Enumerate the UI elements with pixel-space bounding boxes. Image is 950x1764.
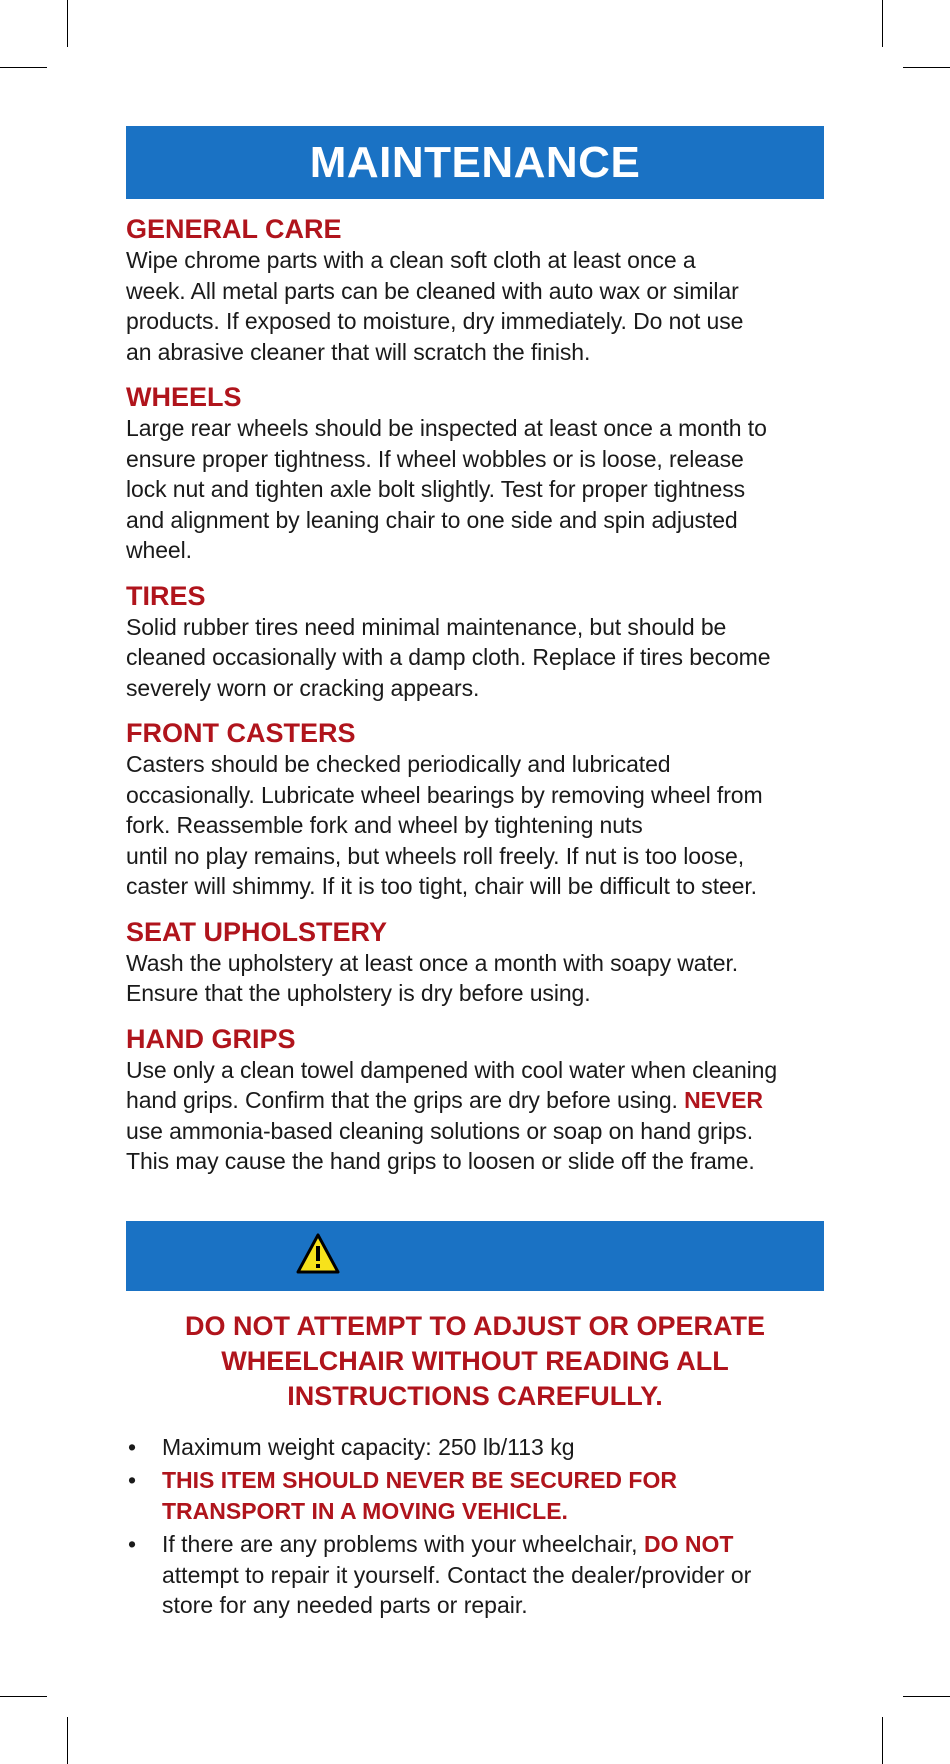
crop-mark bbox=[0, 1696, 47, 1697]
page-title: MAINTENANCE bbox=[126, 126, 824, 199]
body-line: week. All metal parts can be cleaned with auto wax or similar bbox=[126, 277, 739, 304]
body-line: fork. Reassemble fork and wheel by tightening nuts bbox=[126, 812, 643, 838]
list-item-text: TRANSPORT IN A MOVING VEHICLE. bbox=[162, 1497, 568, 1524]
bullet-marker: • bbox=[128, 1531, 137, 1557]
body-line: an abrasive cleaner that will scratch the finish. bbox=[126, 338, 591, 365]
warning-line: DO NOT ATTEMPT TO ADJUST OR OPERATE bbox=[184, 1310, 765, 1341]
body-line: Solid rubber tires need minimal maintenance, but should be bbox=[126, 613, 727, 640]
list-item bbox=[126, 1432, 824, 1463]
body-line: severely worn or cracking appears. bbox=[126, 674, 480, 701]
body-line: products. If exposed to moisture, dry immediately. Do not use bbox=[126, 308, 744, 334]
section-wheels bbox=[126, 381, 824, 566]
crop-mark bbox=[67, 1717, 68, 1764]
section-heading: FRONT CASTERS bbox=[126, 718, 356, 748]
crop-mark bbox=[882, 1717, 883, 1764]
bullet-marker: • bbox=[128, 1467, 137, 1493]
body-line: lock nut and tighten axle bolt slightly. Test for proper tightness bbox=[126, 476, 746, 502]
warning-line: INSTRUCTIONS CAREFULLY. bbox=[287, 1380, 663, 1411]
list-item bbox=[126, 1529, 824, 1621]
section-tires bbox=[126, 580, 824, 704]
list-item bbox=[126, 1465, 824, 1526]
body-line: Wipe chrome parts with a clean soft cloth at least once a bbox=[126, 247, 696, 273]
body-line: This may cause the hand grips to loosen or slide off the frame. bbox=[126, 1148, 755, 1174]
section-general-care bbox=[126, 213, 824, 367]
crop-mark bbox=[882, 0, 883, 47]
warning-banner bbox=[126, 1221, 824, 1291]
section-heading: TIRES bbox=[126, 580, 206, 611]
bullet-list bbox=[126, 1432, 824, 1621]
section-heading: GENERAL CARE bbox=[126, 214, 342, 244]
list-item-text: THIS ITEM SHOULD NEVER BE SECURED FOR bbox=[162, 1467, 677, 1493]
body-line: Large rear wheels should be inspected at least once a month to bbox=[126, 415, 767, 441]
section-front-casters bbox=[126, 717, 824, 902]
body-line: Wash the upholstery at least once a month with soapy water. bbox=[126, 949, 739, 976]
crop-mark bbox=[903, 1696, 950, 1697]
section-heading: HAND GRIPS bbox=[126, 1023, 296, 1054]
list-item-text: Maximum weight capacity: 250 lb/113 kg bbox=[162, 1433, 575, 1460]
warning-line: WHEELCHAIR WITHOUT READING ALL bbox=[221, 1345, 729, 1376]
section-body bbox=[126, 612, 824, 704]
body-line: use ammonia-based cleaning solutions or soap on hand grips. bbox=[126, 1117, 753, 1144]
section-body bbox=[126, 948, 824, 1009]
section-body bbox=[126, 413, 824, 566]
section-heading: WHEELS bbox=[126, 382, 242, 412]
body-line: ensure proper tightness. If wheel wobbles or is loose, release bbox=[126, 445, 744, 472]
warning-message bbox=[126, 1309, 824, 1414]
body-line: hand grips. Confirm that the grips are dry before using. bbox=[126, 1087, 685, 1113]
list-item-text: attempt to repair it yourself. Contact the dealer/provider or bbox=[162, 1561, 752, 1588]
section-seat-upholstery bbox=[126, 916, 824, 1009]
body-line: Ensure that the upholstery is dry before using. bbox=[126, 980, 591, 1006]
bullet-marker: • bbox=[128, 1433, 137, 1460]
body-line: wheel. bbox=[126, 537, 192, 563]
do-not-emphasis: DO NOT bbox=[643, 1531, 734, 1557]
crop-mark bbox=[903, 67, 950, 68]
body-line: Casters should be checked periodically and lubricated bbox=[126, 751, 671, 777]
body-line: cleaned occasionally with a damp cloth. Replace if tires become bbox=[126, 644, 771, 670]
section-heading: SEAT UPHOLSTERY bbox=[126, 916, 388, 947]
section-body bbox=[126, 1055, 824, 1177]
list-item-text: If there are any problems with your wheelchair, bbox=[162, 1531, 644, 1557]
section-body bbox=[126, 245, 824, 367]
crop-mark bbox=[67, 0, 68, 47]
section-hand-grips bbox=[126, 1023, 824, 1177]
list-item-text: store for any needed parts or repair. bbox=[162, 1592, 528, 1618]
body-line: until no play remains, but wheels roll freely. If nut is too loose, bbox=[126, 842, 745, 869]
body-line: Use only a clean towel dampened with cool water when cleaning bbox=[126, 1056, 778, 1083]
crop-mark bbox=[0, 67, 47, 68]
body-line: occasionally. Lubricate wheel bearings by removing wheel from bbox=[126, 781, 763, 808]
body-line: and alignment by leaning chair to one side and spin adjusted bbox=[126, 506, 738, 533]
section-body bbox=[126, 749, 824, 902]
maintenance-page bbox=[126, 126, 824, 1624]
warning-triangle-icon bbox=[296, 1233, 340, 1275]
body-line: caster will shimmy. If it is too tight, chair will be difficult to steer. bbox=[126, 873, 757, 899]
never-emphasis: NEVER bbox=[684, 1087, 763, 1113]
